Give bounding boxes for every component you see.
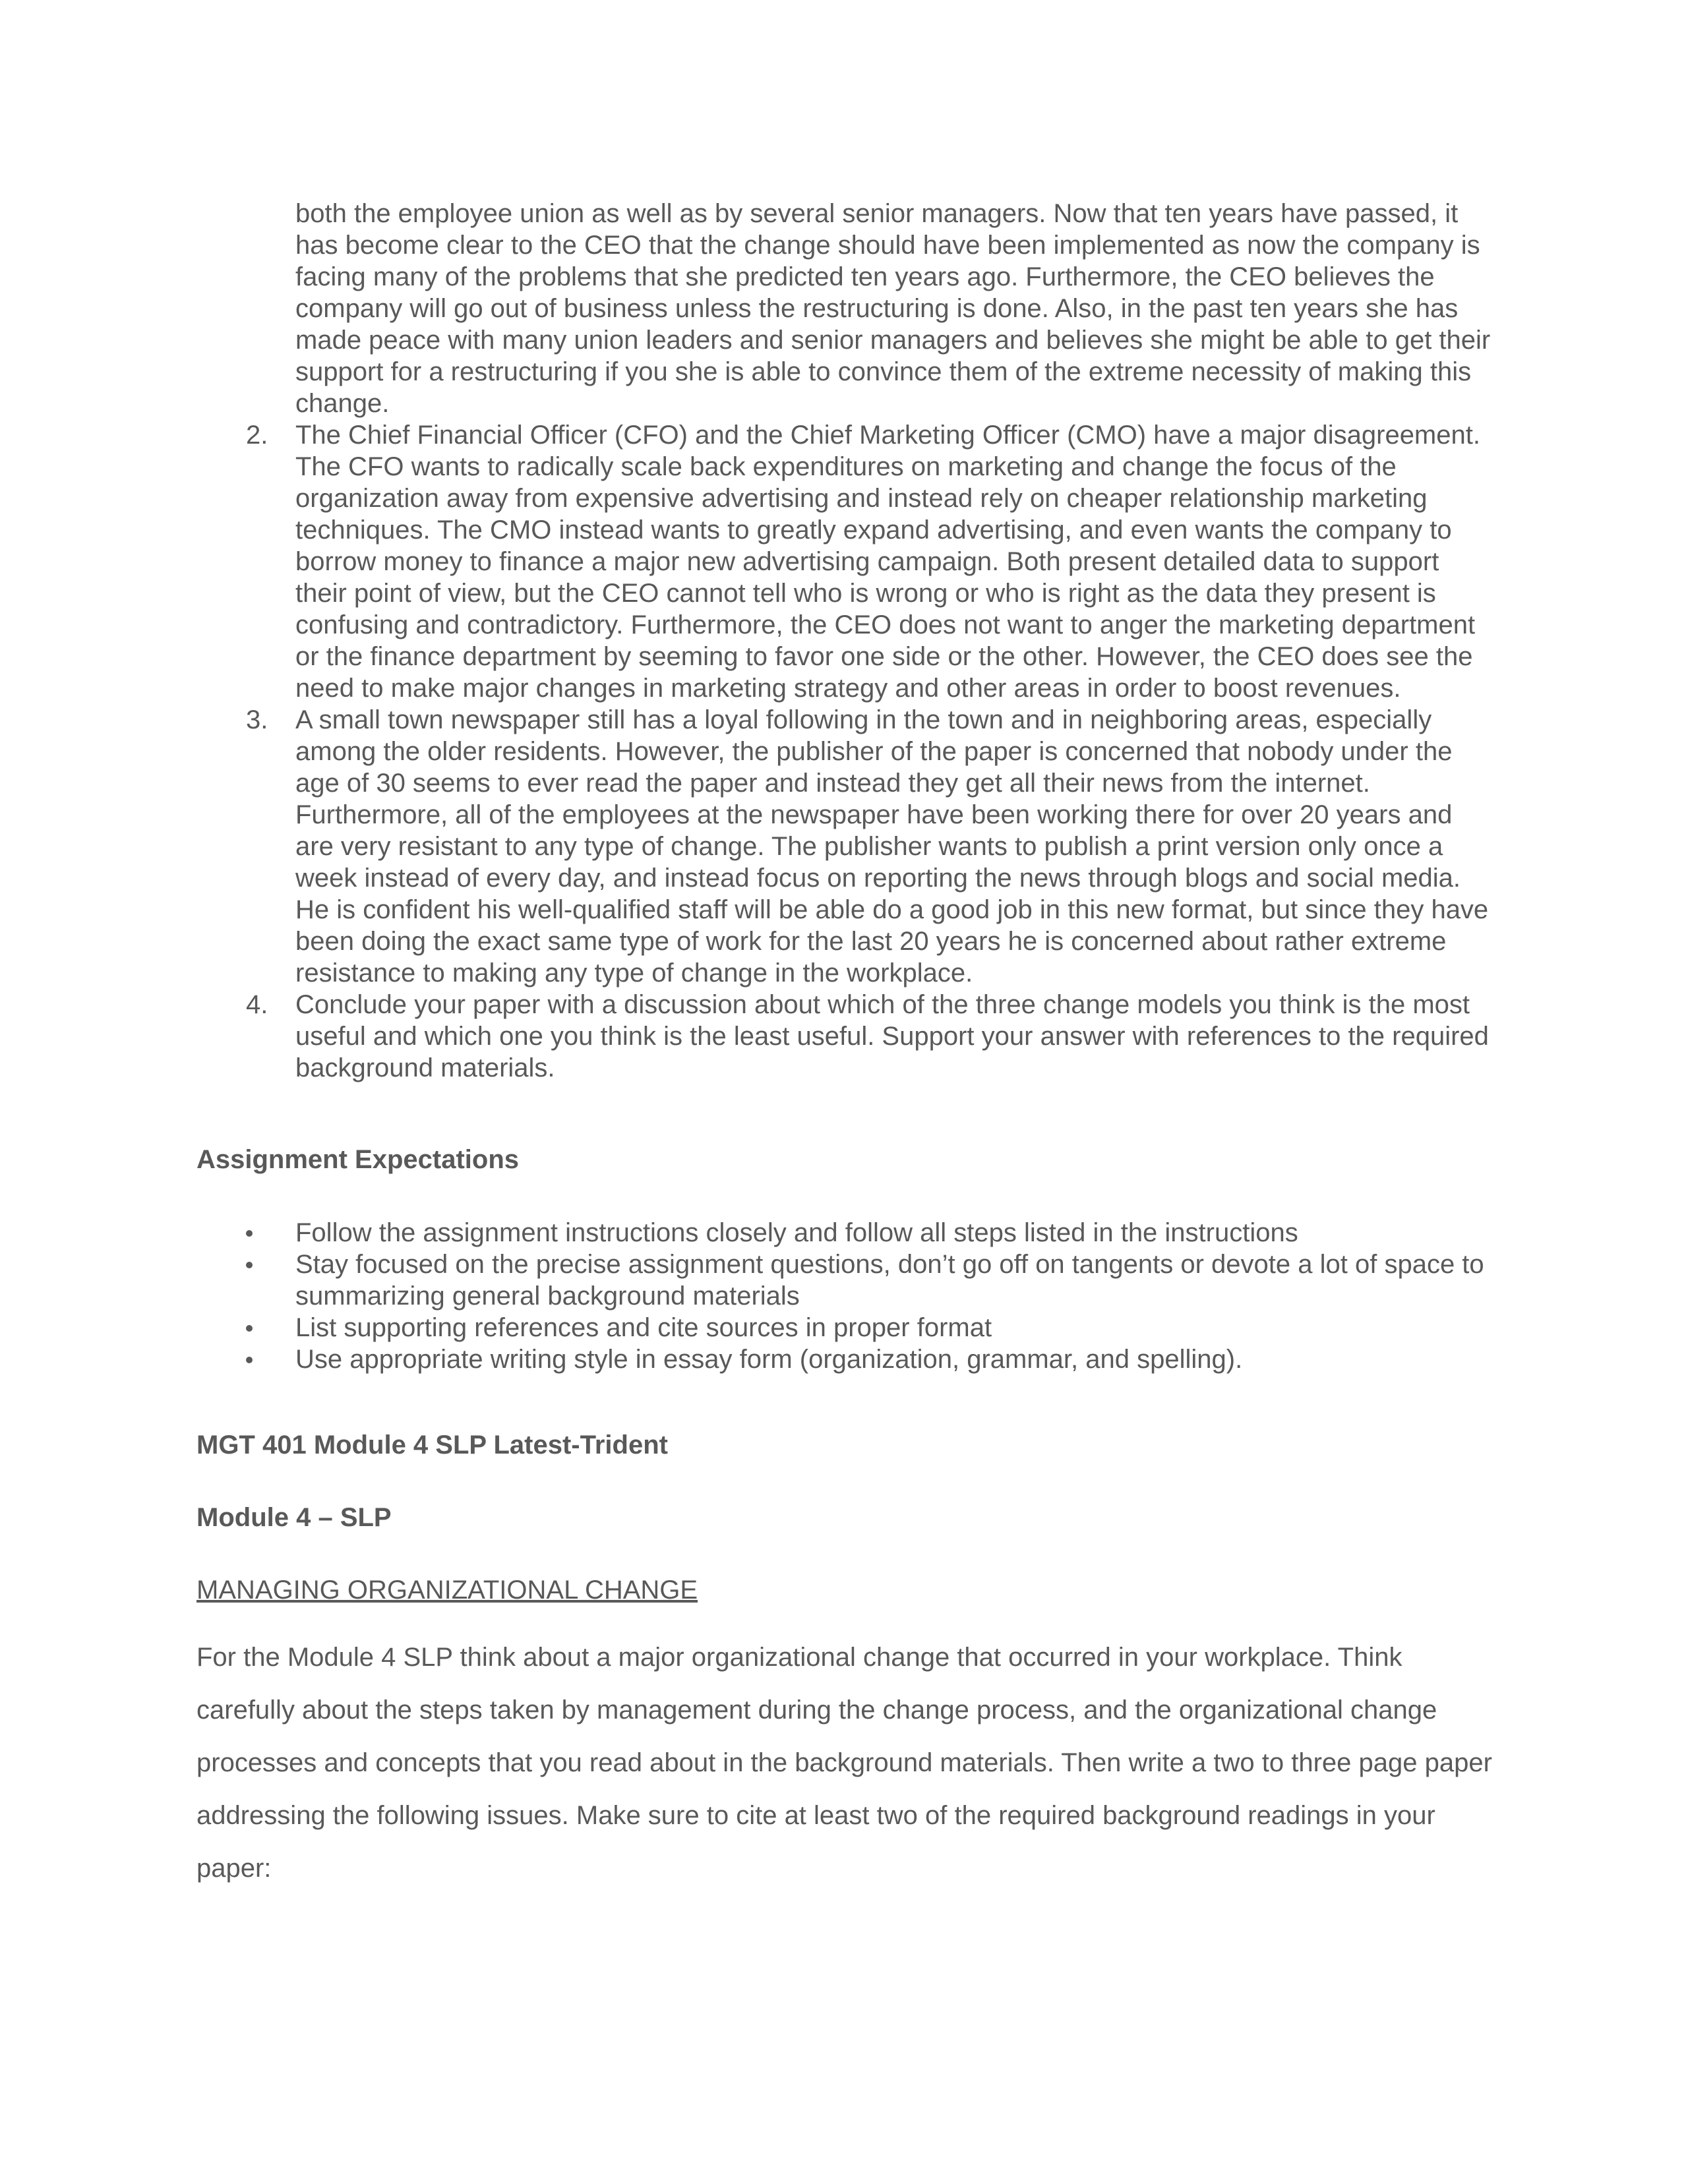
list-item-text: The Chief Financial Officer (CFO) and the Chief Marketing Officer (CMO) have a major disagreement. The CFO wants to radically scale back expenditures on marketing and change the focus of the organization away from expensive advertising and instead rely on cheaper relationship marketing techniques. The CMO instead wants to greatly expand advertising, and even wants the company to borrow money to finance a major new advertising campaign. Both present detailed data to support their point of view, but the CEO cannot tell who is wrong or who is right as the data they present is confusing and contradictory. Furthermore, the CEO does not want to anger the marketing department or the finance department by seeming to favor one side or the other. However, the CEO does see the need to make major changes in marketing strategy and other areas in order to boost revenues. [295,421,1480,703]
list-item-text: Follow the assignment instructions closely and follow all steps listed in the instructions [295,1218,1298,1247]
list-item [196,419,1495,704]
list-item-text: A small town newspaper still has a loyal following in the town and in neighboring areas, especially among the older residents. However, the publisher of the paper is concerned that nobody under the age of 30 seems to ever read the paper and instead they get all their news from the internet. Furthermore, all of the employees at the newspaper have been working there for over 20 years and are very resistant to any type of change. The publisher wants to publish a print version only once a week instead of every day, and instead focus on reporting the news through blogs and social media. He is confident his well-qualified staff will be able do a good job in this new format, but since they have been doing the exact same type of work for the last 20 years he is concerned about rather extreme resistance to making any type of change in the workplace. [295,705,1489,988]
list-item [196,198,1495,419]
expectations-list [196,1217,1495,1375]
bullet-icon [246,1230,253,1237]
list-item [196,1312,1495,1343]
list-item [196,1249,1495,1312]
numbered-list [196,198,1495,1084]
module-title: Module 4 – SLP [196,1503,392,1532]
section-title: MANAGING ORGANIZATIONAL CHANGE [196,1576,698,1605]
list-item-number: 4. [246,990,268,1019]
list-item-text: Use appropriate writing style in essay form (organization, grammar, and spelling). [295,1345,1243,1374]
list-item-number: 3. [246,705,268,734]
list-item-text: both the employee union as well as by several senior managers. Now that ten years have passed, it has become clear to the CEO that the change should have been implemented as now the company is facing many of the problems that she predicted ten years ago. Furthermore, the CEO believes the company will go out of business unless the restructuring is done. Also, in the past ten years she has made peace with many union leaders and senior managers and believes she might be able to get their support for a restructuring if you she is able to convince them of the extreme necessity of making this change. [295,199,1491,418]
page-content [196,198,1495,1895]
bullet-icon [246,1325,253,1332]
list-item [196,1217,1495,1249]
assignment-expectations-heading: Assignment Expectations [196,1145,520,1174]
list-item-text: Conclude your paper with a discussion about which of the three change models you think is the most useful and which one you think is the least useful. Support your answer with references to the required background materials. [295,990,1489,1082]
list-item [196,1343,1495,1375]
list-item [196,989,1495,1084]
list-item [196,704,1495,989]
course-title: MGT 401 Module 4 SLP Latest-Trident [196,1431,668,1460]
list-item-text: List supporting references and cite sources in proper format [295,1313,992,1342]
list-item-number: 2. [246,421,268,450]
list-item-text: Stay focused on the precise assignment questions, don’t go off on tangents or devote a lot of space to summarizing general background materials [295,1250,1484,1311]
bullet-icon [246,1262,253,1268]
bullet-icon [246,1357,253,1363]
module-instructions-paragraph: For the Module 4 SLP think about a major organizational change that occurred in your workplace. Think carefully about the steps taken by management during the change process, and the organizational change processes and concepts that you read about in the background materials. Then write a two to three page paper addressing the following issues. Make sure to cite at least two of the required background readings in your paper: [196,1643,1492,1883]
